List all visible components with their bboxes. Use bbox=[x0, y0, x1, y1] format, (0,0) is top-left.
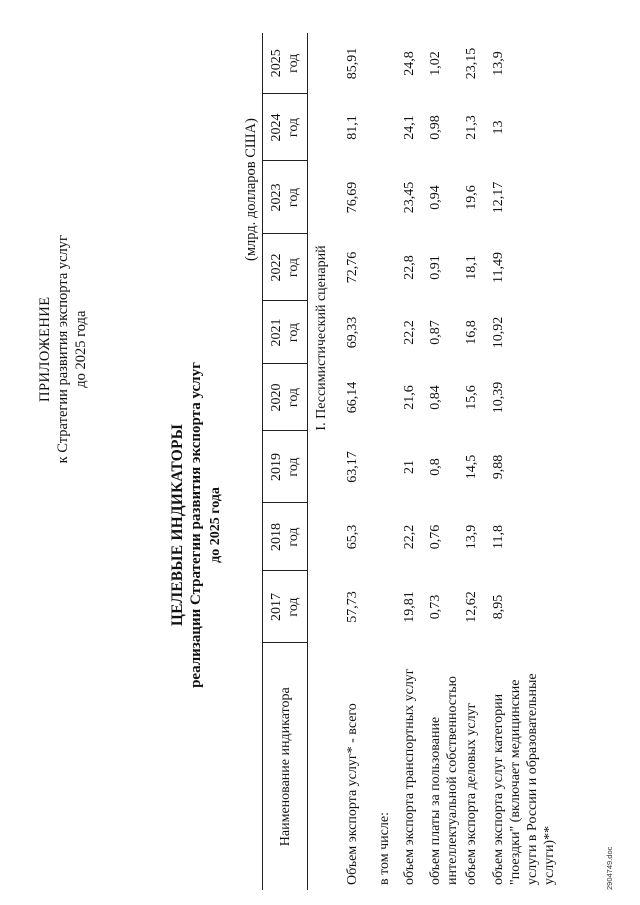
table-cell: 24,1 bbox=[402, 115, 417, 140]
indicator-column-header: Наименование индикатора bbox=[263, 643, 308, 890]
heading-subtitle-1: реализации Стратегии развития экспорта услуг bbox=[188, 362, 204, 688]
scenario-title: I. Пессимистический сценарий bbox=[314, 245, 329, 431]
table-cell: 72,76 bbox=[345, 251, 360, 284]
table-cell: 13,9 bbox=[491, 51, 506, 76]
row-label: объем экспорта деловых услуг bbox=[464, 702, 479, 885]
table-cell: 18,1 bbox=[464, 255, 479, 280]
table-cell: 14,5 bbox=[464, 454, 479, 480]
row-label: объем платы за пользование интеллектуальной собственностью bbox=[428, 676, 460, 885]
table-cell: 10,39 bbox=[491, 381, 506, 414]
table-cell: 11,49 bbox=[491, 252, 506, 283]
table-cell: 22,2 bbox=[402, 320, 417, 345]
table-row bbox=[463, 33, 490, 890]
year-column-header: 2017 год bbox=[263, 571, 308, 643]
table-cell: 10,92 bbox=[491, 316, 506, 349]
table-cell: 24,8 bbox=[402, 51, 417, 76]
table-header-row bbox=[263, 33, 308, 890]
table-cell: 85,91 bbox=[345, 47, 360, 80]
table-cell: 23,15 bbox=[464, 47, 479, 80]
indicators-table bbox=[262, 33, 560, 890]
document-heading bbox=[168, 305, 225, 745]
table-cell: 0,87 bbox=[428, 320, 443, 345]
appendix-line-2: до 2025 года bbox=[73, 310, 89, 388]
table-cell: 0,98 bbox=[428, 115, 443, 140]
table-cell: 11,8 bbox=[491, 525, 506, 549]
appendix-block bbox=[36, 235, 90, 463]
appendix-line-1: к Стратегии развития экспорта услуг bbox=[55, 235, 71, 464]
table-row bbox=[400, 33, 427, 890]
table-cell: 19,81 bbox=[402, 591, 417, 623]
table-cell: 0,76 bbox=[428, 524, 443, 550]
table-cell: 15,6 bbox=[464, 385, 479, 410]
table-cell: 22,8 bbox=[402, 255, 417, 280]
year-column-header: 2022 год bbox=[263, 234, 308, 301]
year-column-header: 2024 год bbox=[263, 94, 308, 161]
table-cell: 23,45 bbox=[402, 181, 417, 214]
table-cell: 81,1 bbox=[345, 115, 360, 140]
table-cell: 66,14 bbox=[345, 381, 360, 414]
year-column-header: 2020 год bbox=[263, 364, 308, 431]
year-column-header: 2018 год bbox=[263, 503, 308, 571]
row-label: объем экспорта транспортных услуг bbox=[402, 668, 417, 885]
table-cell: 65,3 bbox=[345, 524, 360, 550]
table-cell: 8,95 bbox=[491, 594, 506, 620]
row-label: объем экспорта услуг категории "поездки" (включает медицинские услуги в России и образовательные услуги)** bbox=[491, 673, 557, 885]
table-cell: 0,91 bbox=[428, 255, 443, 280]
table-cell: 0,94 bbox=[428, 185, 443, 210]
table-cell: 19,6 bbox=[464, 185, 479, 210]
units-note: (млрд. долларов США) bbox=[243, 118, 259, 261]
table-cell: 16,8 bbox=[464, 320, 479, 345]
heading-subtitle-2: до 2025 года bbox=[208, 487, 223, 563]
table-cell: 0,8 bbox=[428, 458, 443, 476]
table-cell: 63,17 bbox=[345, 451, 360, 483]
year-column-header: 2023 год bbox=[263, 161, 308, 234]
file-code: 2904749.doc bbox=[605, 846, 614, 890]
table-cell: 1,02 bbox=[428, 51, 443, 76]
including-row bbox=[374, 33, 400, 890]
year-column-header: 2025 год bbox=[263, 33, 308, 94]
table-cell: 9,88 bbox=[491, 454, 506, 480]
row-label: Объем экспорта услуг* - всего bbox=[345, 703, 360, 885]
table-cell: 22,2 bbox=[402, 524, 417, 550]
table-cell: 21,3 bbox=[464, 115, 479, 140]
table-cell: 12,17 bbox=[491, 181, 506, 214]
table-cell: 21,6 bbox=[402, 385, 417, 410]
table-cell: 76,69 bbox=[345, 181, 360, 214]
table-cell: 13 bbox=[491, 120, 506, 135]
table-cell: 69,33 bbox=[345, 316, 360, 349]
table-row bbox=[336, 33, 374, 890]
year-column-header: 2021 год bbox=[263, 301, 308, 364]
table-cell: 0,84 bbox=[428, 385, 443, 410]
table-cell: 13,9 bbox=[464, 524, 479, 550]
table-cell: 57,73 bbox=[345, 591, 360, 623]
including-label: в том числе: bbox=[377, 812, 392, 885]
heading-title: ЦЕЛЕВЫЕ ИНДИКАТОРЫ bbox=[169, 423, 186, 627]
table-cell: 21 bbox=[402, 460, 417, 474]
table-cell: 12,62 bbox=[464, 591, 479, 623]
year-column-header: 2019 год bbox=[263, 431, 308, 503]
table-cell: 0,73 bbox=[428, 594, 443, 620]
scenario-section-row bbox=[308, 33, 337, 890]
appendix-title: ПРИЛОЖЕНИЕ bbox=[37, 296, 53, 402]
table-row bbox=[490, 33, 560, 890]
table-row bbox=[427, 33, 463, 890]
